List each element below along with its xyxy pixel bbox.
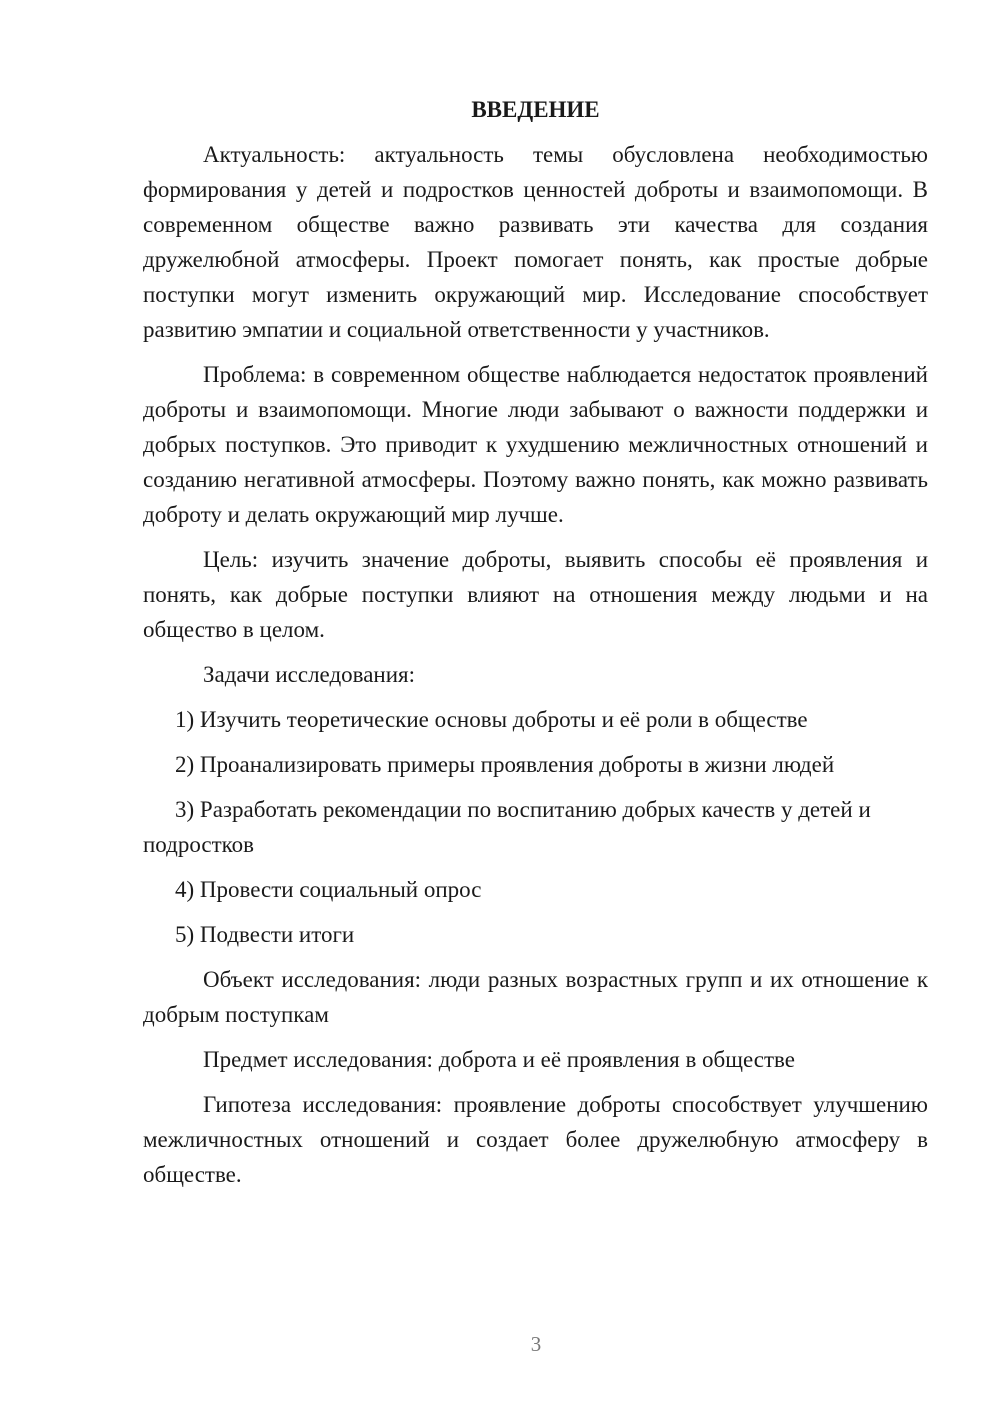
- task-item: 5) Подвести итоги: [175, 922, 355, 947]
- paragraph-problem: Проблема: в современном обществе наблюдается недостаток проявлений доброты и взаимопомощи. Многие люди забывают о важности поддержки и добрых поступков. Это приводит к ухудшению межличностных отношений и созданию негативной атмосферы. Поэтому важно понять, как можно развивать доброту и делать окружающий мир лучше.: [143, 362, 928, 527]
- paragraph-actuality: Актуальность: актуальность темы обусловлена необходимостью формирования у детей и подростков ценностей доброты и взаимопомощи. В современном обществе важно развивать эти качества для создания дружелюбной атмосферы. Проект помогает понять, как простые добрые поступки могут изменить окружающий мир. Исследование способствует развитию эмпатии и социальной ответственности у участников.: [143, 142, 928, 342]
- page-number: 3: [530, 1332, 542, 1356]
- task-item: 3) Разработать рекомендации по воспитанию добрых качеств у детей и подростков: [143, 797, 871, 857]
- task-item: 4) Провести социальный опрос: [175, 877, 482, 902]
- paragraph-object: Объект исследования: люди разных возрастных групп и их отношение к добрым поступкам: [143, 967, 928, 1027]
- paragraph-hypothesis: Гипотеза исследования: проявление доброты способствует улучшению межличностных отношений и создает более дружелюбную атмосферу в обществе.: [143, 1092, 928, 1187]
- paragraph-goal: Цель: изучить значение доброты, выявить способы её проявления и понять, как добрые поступки влияют на отношения между людьми и на общество в целом.: [143, 547, 928, 642]
- task-item: 1) Изучить теоретические основы доброты и её роли в обществе: [175, 707, 808, 732]
- paragraph-subject: Предмет исследования: доброта и её проявления в обществе: [203, 1047, 795, 1072]
- section-title: ВВЕДЕНИЕ: [471, 97, 600, 122]
- page-content: [143, 92, 928, 1202]
- tasks-heading: Задачи исследования:: [203, 662, 416, 687]
- task-item: 2) Проанализировать примеры проявления доброты в жизни людей: [175, 752, 835, 777]
